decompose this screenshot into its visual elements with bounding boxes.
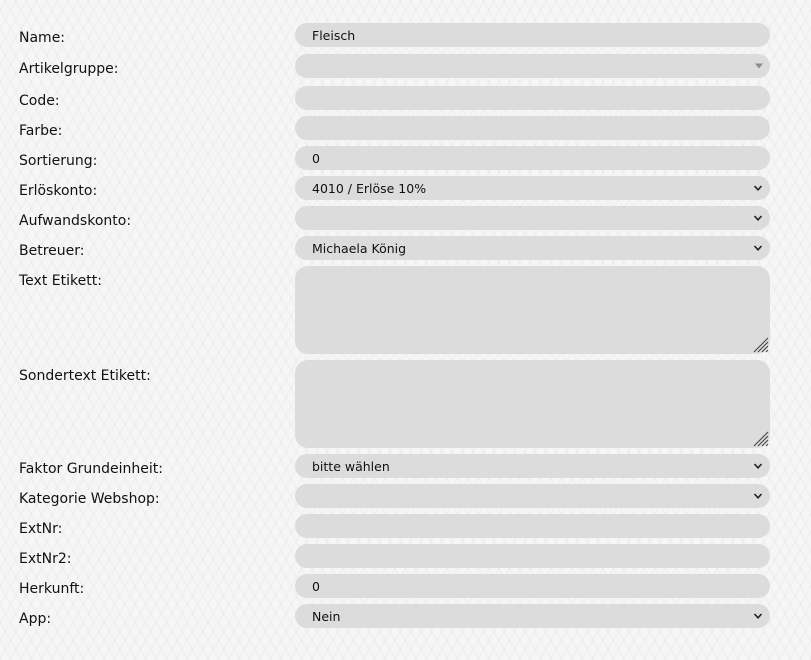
sondertext-etikett-label: Sondertext Etikett: [19, 368, 151, 384]
betreuer-value: Michaela König [312, 240, 407, 256]
herkunft-input[interactable] [295, 574, 770, 598]
sortierung-label: Sortierung: [19, 153, 98, 169]
erloeskonto-value: 4010 / Erlöse 10% [312, 180, 427, 196]
extnr-label: ExtNr: [19, 521, 63, 537]
chevron-down-icon[interactable] [753, 491, 763, 501]
chevron-down-icon[interactable] [753, 183, 763, 193]
faktor-grundeinheit-select[interactable] [295, 454, 770, 478]
chevron-down-icon[interactable] [753, 461, 763, 471]
chevron-down-icon[interactable] [753, 611, 763, 621]
faktor-grundeinheit-label: Faktor Grundeinheit: [19, 461, 163, 477]
erloeskonto-label: Erlöskonto: [19, 183, 98, 199]
kategorie-webshop-label: Kategorie Webshop: [19, 491, 160, 507]
sortierung-value: 0 [312, 150, 320, 166]
chevron-down-icon[interactable] [753, 213, 763, 223]
kategorie-webshop-select[interactable] [295, 484, 770, 508]
code-label: Code: [19, 93, 60, 109]
herkunft-value: 0 [312, 578, 320, 594]
app-label: App: [19, 611, 52, 627]
app-select[interactable] [295, 604, 770, 628]
sondertext-etikett-textarea[interactable] [295, 360, 770, 448]
betreuer-select[interactable] [295, 236, 770, 260]
app-value: Nein [312, 608, 341, 624]
aufwandskonto-label: Aufwandskonto: [19, 213, 132, 229]
text-etikett-label: Text Etikett: [19, 273, 102, 289]
artikelgruppe-label: Artikelgruppe: [19, 61, 119, 77]
farbe-input[interactable] [295, 116, 770, 140]
resize-grip-icon[interactable] [751, 429, 769, 447]
chevron-down-icon[interactable] [753, 243, 763, 253]
faktor-grundeinheit-value: bitte wählen [312, 458, 390, 474]
extnr2-input[interactable] [295, 544, 770, 568]
name-input[interactable] [295, 23, 770, 47]
betreuer-label: Betreuer: [19, 243, 85, 259]
artikelgruppe-combobox[interactable] [295, 54, 770, 78]
aufwandskonto-select[interactable] [295, 206, 770, 230]
dropdown-triangle-icon[interactable] [755, 64, 763, 69]
extnr2-label: ExtNr2: [19, 551, 72, 567]
sortierung-input[interactable] [295, 146, 770, 170]
name-label: Name: [19, 30, 66, 46]
resize-grip-icon[interactable] [751, 335, 769, 353]
text-etikett-textarea[interactable] [295, 266, 770, 354]
extnr-input[interactable] [295, 514, 770, 538]
code-input[interactable] [295, 86, 770, 110]
farbe-label: Farbe: [19, 123, 63, 139]
herkunft-label: Herkunft: [19, 581, 85, 597]
erloeskonto-select[interactable] [295, 176, 770, 200]
name-value: Fleisch [312, 27, 356, 43]
